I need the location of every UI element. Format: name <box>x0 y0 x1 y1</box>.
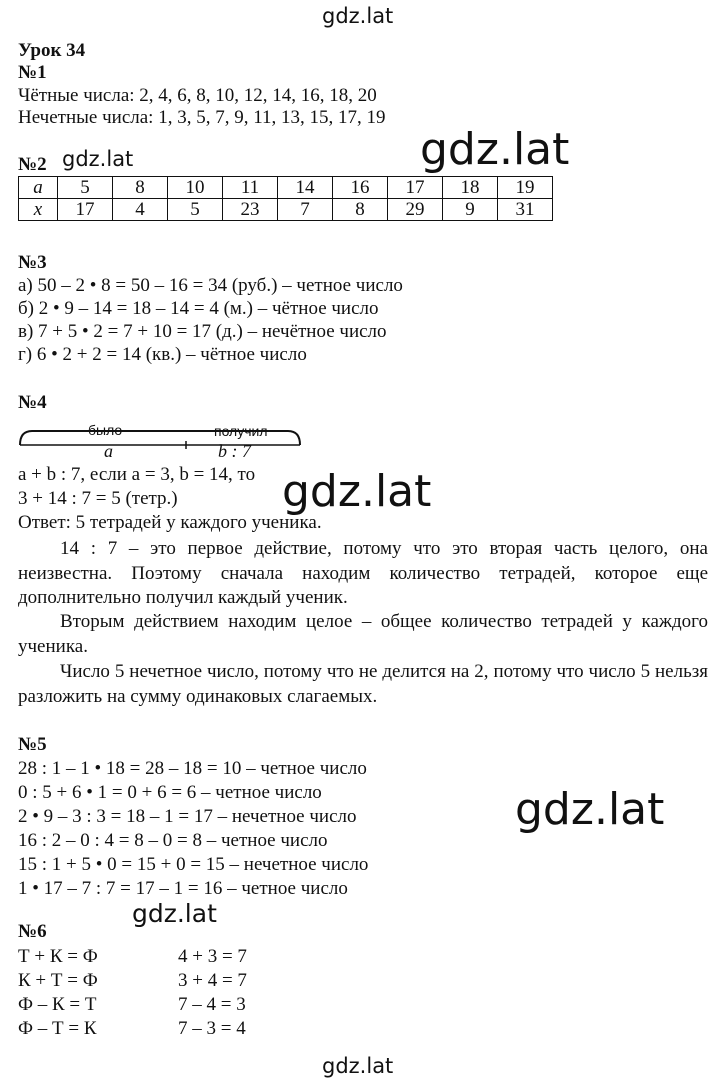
watermark-top: gdz.lat <box>322 4 394 28</box>
task-number: №4 <box>18 392 47 413</box>
watermark-large: gdz.lat <box>515 784 665 835</box>
equation-line: 1 • 17 – 7 : 7 = 17 – 1 = 16 – четное число <box>18 878 348 899</box>
table-cell: 9 <box>443 199 498 221</box>
watermark-large: gdz.lat <box>420 124 570 175</box>
row-label-x: x <box>19 199 58 221</box>
part-value-left: a <box>104 441 113 461</box>
watermark-small: gdz.lat <box>62 147 134 171</box>
task-number: №3 <box>18 252 47 273</box>
table-cell: 29 <box>388 199 443 221</box>
watermark-small: gdz.lat <box>132 899 217 928</box>
table-cell: 19 <box>498 177 553 199</box>
example-line: 4 + 3 = 7 <box>178 946 247 967</box>
table-cell: 16 <box>333 177 388 199</box>
equation-line: в) 7 + 5 • 2 = 7 + 10 = 17 (д.) – нечётное число <box>18 321 387 342</box>
formula-line: Ф – К = Т <box>18 994 97 1015</box>
explanation-paragraph <box>18 610 708 659</box>
answer-line: Ответ: 5 тетрадей у каждого ученика. <box>18 512 322 533</box>
part-label-right: получил <box>214 423 268 439</box>
odd-numbers-line: Нечетные числа: 1, 3, 5, 7, 9, 11, 13, 15, 17, 19 <box>18 107 386 128</box>
paragraph-text: Число 5 нечетное число, потому что не делится на 2, потому что число 5 нельзя разложить на сумму одинаковых слагаемых. <box>18 661 708 707</box>
formula-line: Т + К = Ф <box>18 946 98 967</box>
formula-line: К + Т = Ф <box>18 970 98 991</box>
table-cell: 23 <box>223 199 278 221</box>
task-number: №2 <box>18 154 47 175</box>
table-row <box>19 177 553 199</box>
explanation-paragraph <box>18 660 708 709</box>
table-cell: 17 <box>58 199 113 221</box>
table-cell: 4 <box>113 199 168 221</box>
task-number: №6 <box>18 921 47 942</box>
table-cell: 14 <box>278 177 333 199</box>
values-table <box>18 176 553 221</box>
equation-line: б) 2 • 9 – 14 = 18 – 14 = 4 (м.) – чётное число <box>18 298 379 319</box>
task-number: №5 <box>18 734 47 755</box>
table-cell: 10 <box>168 177 223 199</box>
equation-line: 16 : 2 – 0 : 4 = 8 – 0 = 8 – четное число <box>18 830 328 851</box>
table-cell: 5 <box>168 199 223 221</box>
watermark-bottom: gdz.lat <box>322 1054 394 1078</box>
table-row <box>19 199 553 221</box>
lesson-title: Урок 34 <box>18 40 86 61</box>
table-cell: 5 <box>58 177 113 199</box>
even-numbers-line: Чётные числа: 2, 4, 6, 8, 10, 12, 14, 16, 18, 20 <box>18 85 377 106</box>
task-number: №1 <box>18 62 47 83</box>
paragraph-text: Вторым действием находим целое – общее количество тетрадей у каждого ученика. <box>18 611 708 657</box>
equation-line: 0 : 5 + 6 • 1 = 0 + 6 = 6 – четное число <box>18 782 322 803</box>
example-line: 7 – 3 = 4 <box>178 1018 246 1039</box>
segment-diagram <box>18 415 302 461</box>
example-line: 3 + 4 = 7 <box>178 970 247 991</box>
table-cell: 17 <box>388 177 443 199</box>
equation-line: а) 50 – 2 • 8 = 50 – 16 = 34 (руб.) – четное число <box>18 275 403 296</box>
paragraph-text: 14 : 7 – это первое действие, потому что это вторая часть целого, она неизвестна. Поэтому сначала находим количество тетрадей, которое еще дополнительно получил каждый ученик. <box>18 538 708 608</box>
part-value-right: b : 7 <box>218 441 251 461</box>
equation-line: 2 • 9 – 3 : 3 = 18 – 1 = 17 – нечетное число <box>18 806 357 827</box>
table-cell: 11 <box>223 177 278 199</box>
explanation-paragraph <box>18 537 708 611</box>
row-label-a: a <box>19 177 58 199</box>
example-line: 7 – 4 = 3 <box>178 994 246 1015</box>
equation-line: 28 : 1 – 1 • 18 = 28 – 18 = 10 – четное число <box>18 758 367 779</box>
formula-line: Ф – Т = К <box>18 1018 97 1039</box>
table-cell: 18 <box>443 177 498 199</box>
table-cell: 8 <box>113 177 168 199</box>
equation-line: 15 : 1 + 5 • 0 = 15 + 0 = 15 – нечетное число <box>18 854 369 875</box>
part-label-left: было <box>88 422 123 438</box>
equation-line: 3 + 14 : 7 = 5 (тетр.) <box>18 488 178 509</box>
table-cell: 31 <box>498 199 553 221</box>
table-cell: 8 <box>333 199 388 221</box>
equation-line: г) 6 • 2 + 2 = 14 (кв.) – чётное число <box>18 344 307 365</box>
watermark-large: gdz.lat <box>282 466 432 517</box>
table-cell: 7 <box>278 199 333 221</box>
expression-line: a + b : 7, если a = 3, b = 14, то <box>18 464 256 485</box>
